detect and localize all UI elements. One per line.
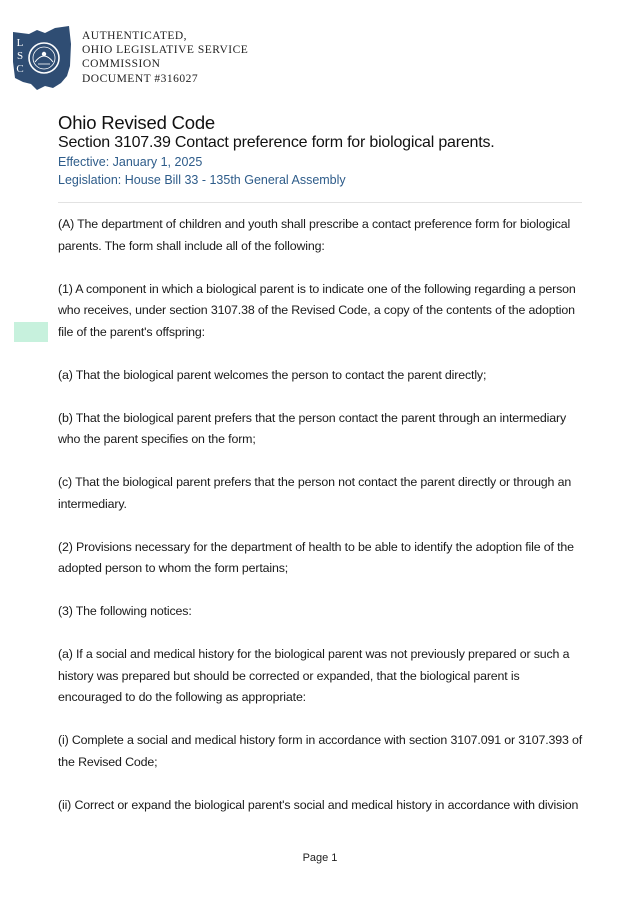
auth-line: OHIO LEGISLATIVE SERVICE <box>82 44 249 57</box>
paragraph: (1) A component in which a biological parent is to indicate one of the following regarding a person who receives, under section 3107.38 of the Revised Code, a copy of the contents of the adoption file of the parent's offspring: <box>58 281 576 339</box>
logo-letter-l: L <box>16 37 24 49</box>
page-number: Page 1 <box>302 852 338 864</box>
effective-date: Effective: January 1, 2025 <box>58 155 203 169</box>
paragraph: (c) That the biological parent prefers that the person not contact the parent directly or through an intermediary. <box>58 475 572 511</box>
logo-letter-s: S <box>16 50 24 62</box>
logo-letter-c: C <box>16 63 24 75</box>
auth-line: COMMISSION <box>82 58 161 71</box>
lsc-logo <box>11 26 73 90</box>
ohio-state-seal-icon <box>11 26 73 90</box>
auth-line: DOCUMENT #316027 <box>82 72 199 85</box>
legislation-link[interactable]: Legislation: House Bill 33 - 135th General Assembly <box>58 173 346 187</box>
paragraph: (3) The following notices: <box>58 604 192 618</box>
section-body <box>58 214 584 838</box>
document-title: Ohio Revised Code <box>58 112 216 133</box>
paragraph: (A) The department of children and youth shall prescribe a contact preference form for biological parents. The form shall include all of the following: <box>58 217 571 253</box>
section-heading: Section 3107.39 Contact preference form for biological parents. <box>58 134 495 151</box>
paragraph: (2) Provisions necessary for the department of health to be able to identify the adoption file of the adopted person to whom the form pertains; <box>58 539 574 575</box>
paragraph: (ii) Correct or expand the biological parent's social and medical history in accordance with division <box>58 797 579 812</box>
authentication-stamp <box>82 29 248 86</box>
margin-highlight-marker <box>14 322 48 342</box>
paragraph: (a) If a social and medical history for the biological parent was not previously prepared or such a history was prepared but should be corrected or expanded, that the biological parent is encouraged to do the following as appropriate: <box>58 647 570 704</box>
auth-line: AUTHENTICATED, <box>82 30 188 42</box>
paragraph: (a) That the biological parent welcomes the person to contact the parent directly; <box>58 367 487 382</box>
paragraph: (b) That the biological parent prefers that the person contact the parent through an intermediary who the parent specifies on the form; <box>58 410 567 446</box>
header-divider <box>58 202 582 203</box>
paragraph: (i) Complete a social and medical history form in accordance with section 3107.091 or 3107.393 of the Revised Code; <box>58 733 583 769</box>
